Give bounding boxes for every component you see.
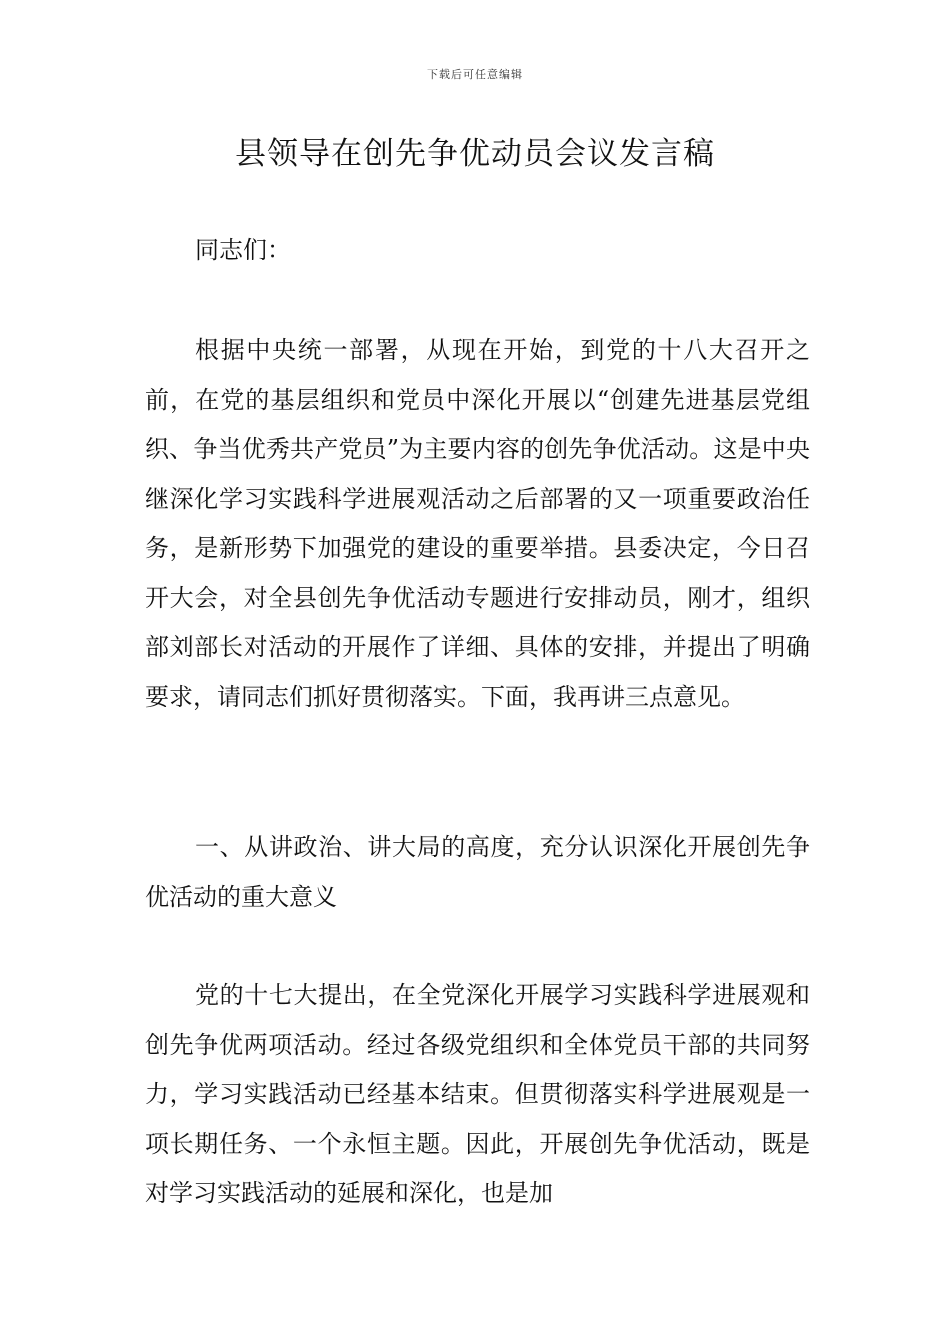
page-title: 县领导在创先争优动员会议发言稿 [235, 136, 715, 172]
greeting-paragraph: 同志们： [195, 236, 291, 264]
body-paragraph: 党的十七大提出，在全党深化开展学习实践科学进展观和创先争优两项活动。经过各级党组织和全体党员干部的共同努力，学习实践活动已经基本结束。但贯彻落实科学进展观是一项长期任务、一个永恒主题。因此，开展创先争优活动，既是对学习实践活动的延展和深化，也是加 [145, 981, 810, 1207]
header-note: 下载后可任意编辑 [427, 68, 523, 81]
section-heading: 一、从讲政治、讲大局的高度，充分认识深化开展创先争优活动的重大意义 [145, 833, 810, 911]
body-paragraph: 根据中央统一部署，从现在开始，到党的十八大召开之前，在党的基层组织和党员中深化开展以“创建先进基层党组织、争当优秀共产党员”为主要内容的创先争优活动。这是中央继深化学习实践科学进展观活动之后部署的又一项重要政治任务，是新形势下加强党的建设的重要举措。县委决定，今日召开大会，对全县创先争优活动专题进行安排动员，刚才，组织部刘部长对活动的开展作了详细、具体的安排，并提出了明确要求，请同志们抓好贯彻落实。下面，我再讲三点意见。 [145, 336, 810, 711]
